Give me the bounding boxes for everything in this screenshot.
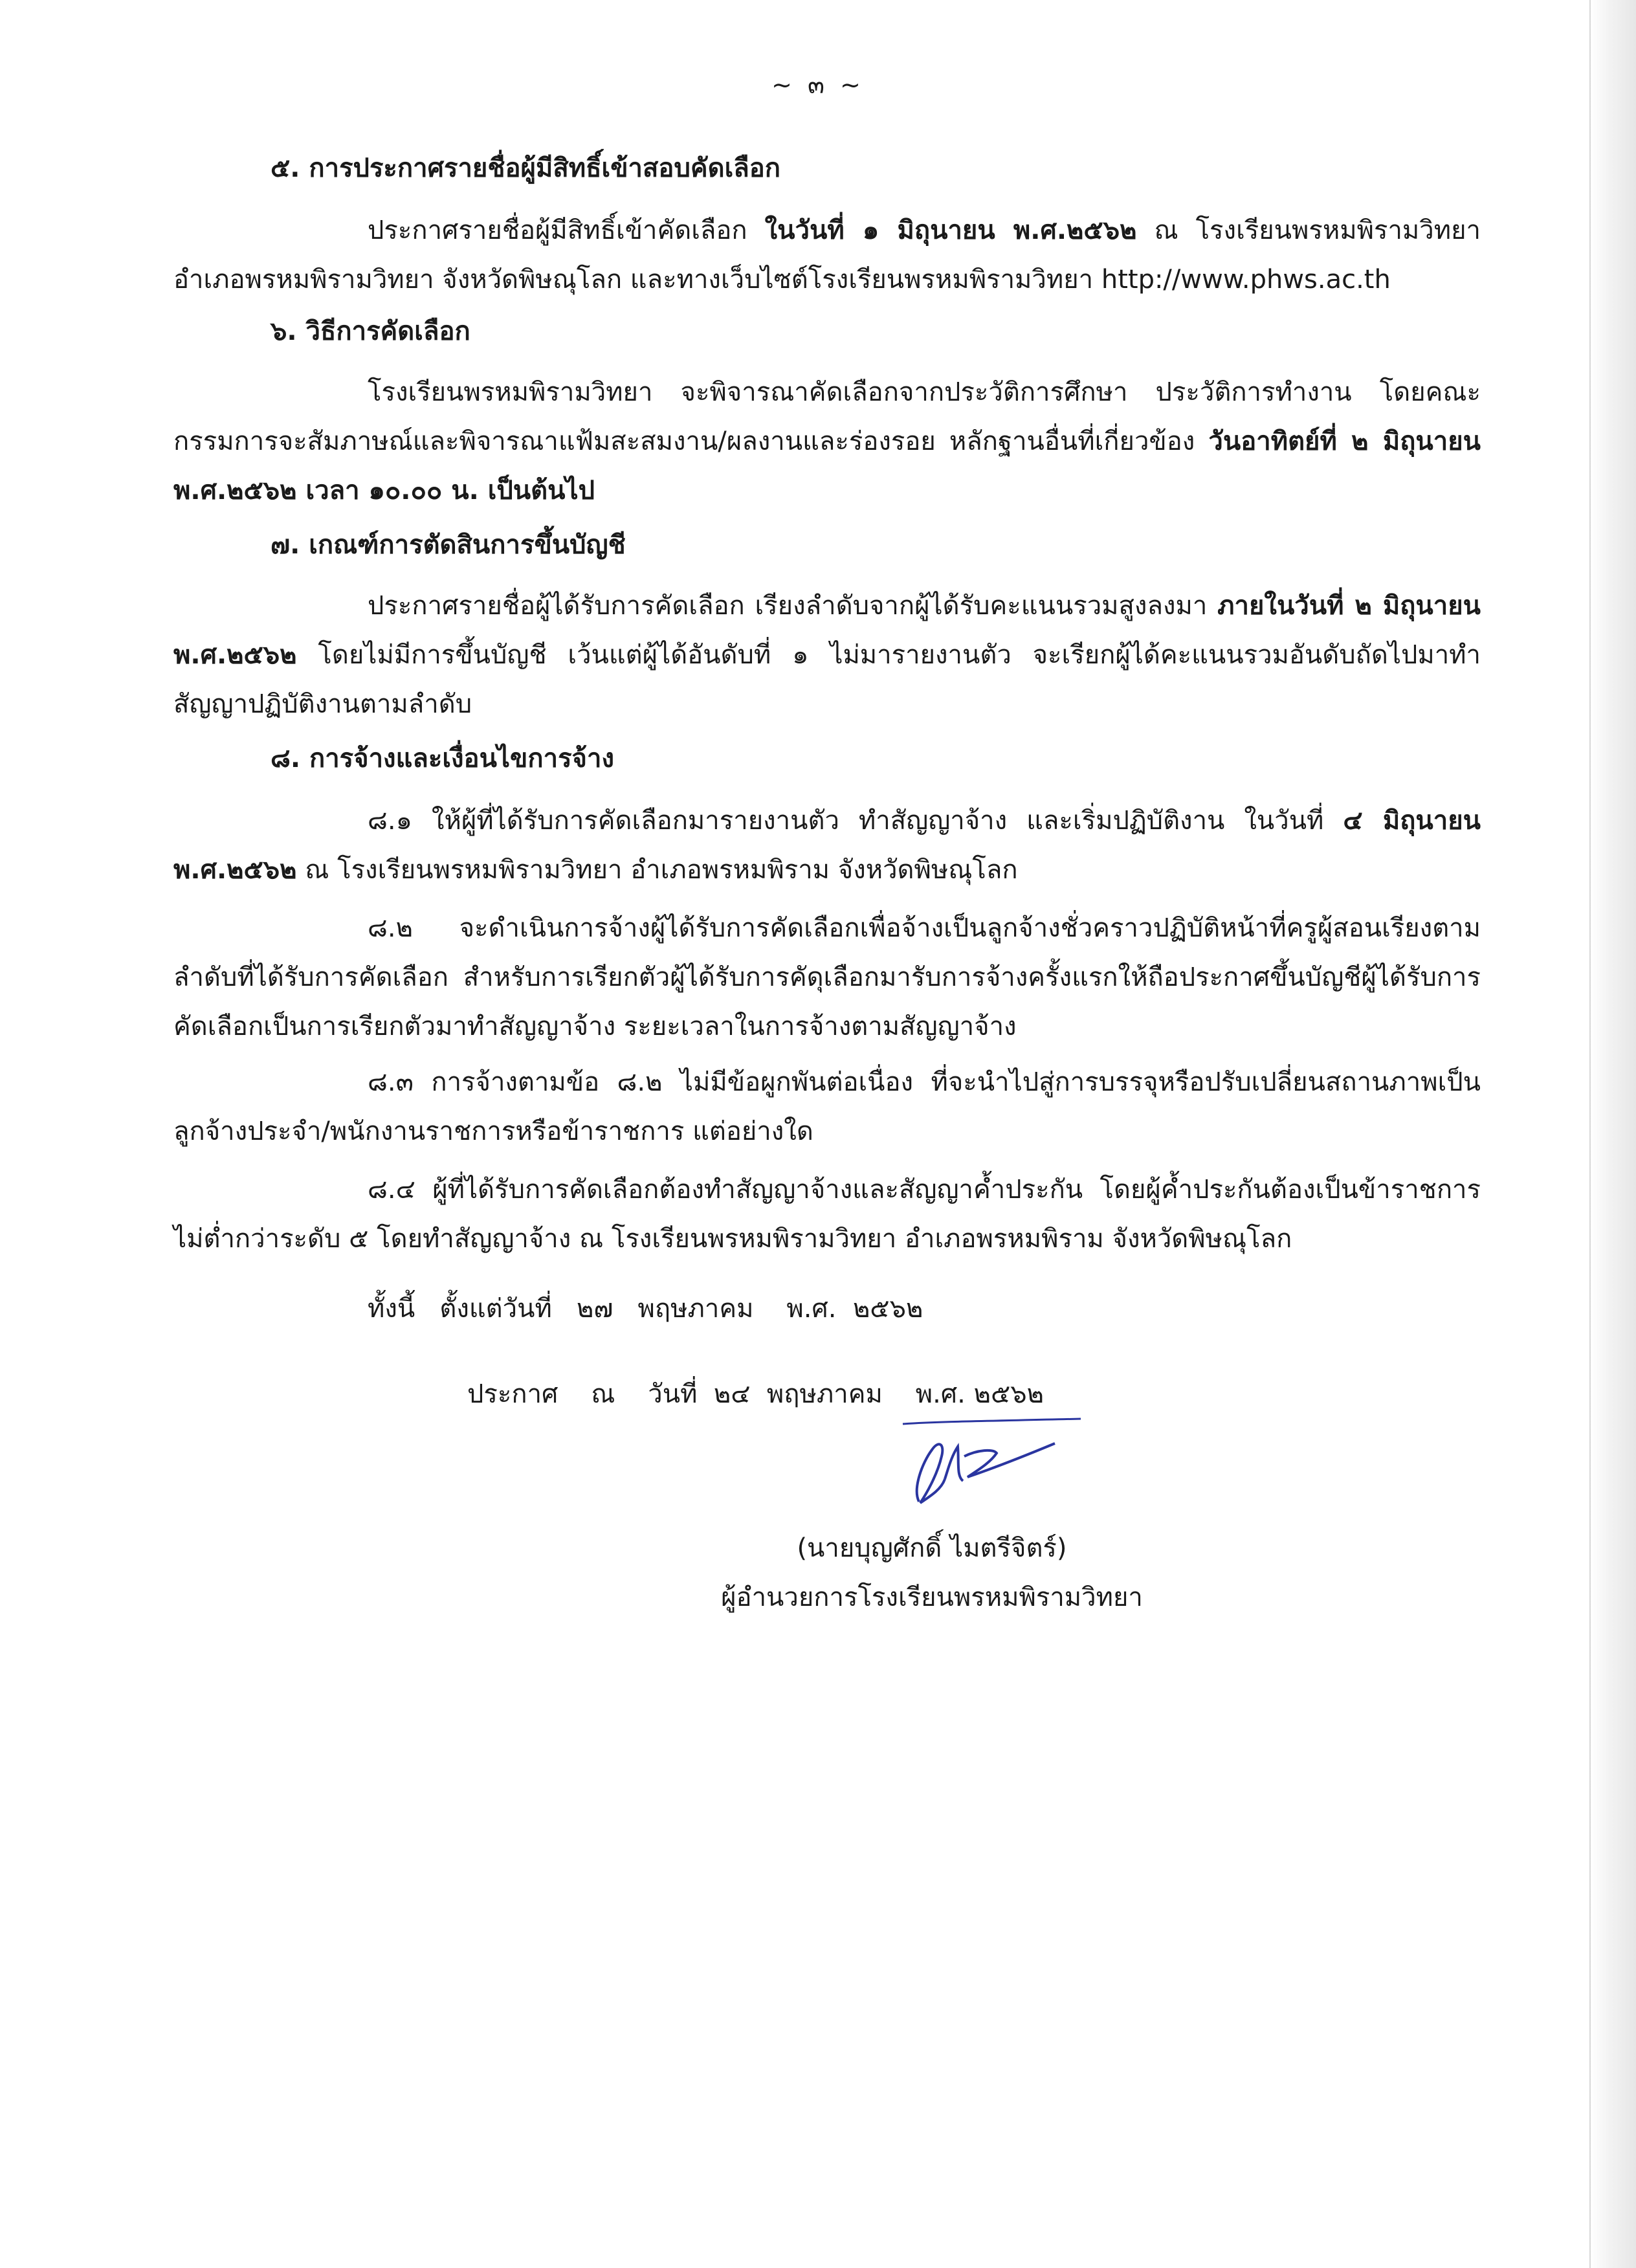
- signatory-name: (นายบุญศักดิ์ ไมตรีจิตร์): [797, 1533, 1067, 1563]
- handwritten-signature: [887, 1418, 1100, 1515]
- section-8-2-text: ๘.๒ จะดำเนินการจ้างผู้ได้รับการคัดเลือกเพื่อจ้างเป็นลูกจ้างชั่วคราวปฏิบัติหน้าที่ครูผู้สอนเรียงตามลำดับที่ได้รับการคัดเลือก สำหรับการเรียกตัวผู้ได้รับการคัดุเลือกมารับการจ้างครั้งแรกให้ถือประกาศขึ้นบัญชีผู้ได้รับการคัดเลือกเป็นการเรียกตัวมาทำสัญญาจ้าง ระยะเวลาในการจ้างตามสัญญาจ้าง: [173, 913, 1481, 1041]
- section-8-3-paragraph: [173, 1058, 1481, 1156]
- section-6-text-a: โรงเรียนพรหมพิรามวิทยา จะพิจารณาคัดเลือกจากประวัติการศึกษา ประวัติการทำงาน โดยคณะกรรมการจะสัมภาษณ์และพิจารณาแฟ้มสะสมงาน/ผลงานและร่องรอย หลักฐานอื่นที่เกี่ยวข้อง: [173, 377, 1481, 456]
- section-7-date: ภายในวันที่ ๒ มิถุนายน พ.ศ.๒๕๖๒: [173, 591, 1481, 670]
- section-6-date: วันอาทิตย์ที่ ๒ มิถุนายน พ.ศ.๒๕๖๒ เวลา ๑๐.๐๐ น. เป็นต้นไป: [173, 427, 1481, 506]
- section-8-1-text-c: ณ โรงเรียนพรหมพิรามวิทยา อำเภอพรหมพิราม จังหวัดพิษณุโลก: [296, 855, 1018, 885]
- section-8-4-paragraph: [173, 1165, 1481, 1263]
- section-8-heading: ๘. การจ้างและเงื่อนไขการจ้าง: [271, 744, 614, 773]
- section-6-heading: ๖. วิธีการคัดเลือก: [271, 317, 470, 346]
- section-8-2-paragraph: [173, 904, 1481, 1051]
- section-8-1-date: ๔ มิถุนายน พ.ศ.๒๕๖๒: [173, 806, 1481, 885]
- section-8-1-paragraph: [173, 796, 1481, 895]
- section-7-text-c: โดยไม่มีการขึ้นบัญชี เว้นแต่ผู้ได้อันดับที่ ๑ ไม่มารายงานตัว จะเรียกผู้ได้คะแนนรวมอันดับถัดไปมาทำสัญญาปฏิบัติงานตามลำดับ: [173, 640, 1481, 719]
- section-8-1-text-a: ๘.๑ ให้ผู้ที่ได้รับการคัดเลือกมารายงานตัว ทำสัญญาจ้าง และเริ่มปฏิบัติงาน ในวันที่: [368, 806, 1343, 836]
- scan-page-edge: [1589, 0, 1636, 2268]
- section-7-heading: ๗. เกณฑ์การตัดสินการขึ้นบัญชี: [271, 530, 626, 560]
- signatory-title: ผู้อำนวยการโรงเรียนพรหมพิรามวิทยา: [721, 1583, 1143, 1612]
- section-8-4-text: ๘.๔ ผู้ที่ได้รับการคัดเลือกต้องทำสัญญาจ้างและสัญญาค้ำประกัน โดยผู้ค้ำประกันต้องเป็นข้าราชการไม่ต่ำกว่าระดับ ๕ โดยทำสัญญาจ้าง ณ โรงเรียนพรหมพิรามวิทยา อำเภอพรหมพิราม จังหวัดพิษณุโลก: [173, 1175, 1481, 1254]
- page-number: ~ ๓ ~: [771, 71, 865, 99]
- section-8-3-text: ๘.๓ การจ้างตามข้อ ๘.๒ ไม่มีข้อผูกพันต่อเนื่อง ที่จะนำไปสู่การบรรจุหรือปรับเปลี่ยนสถานภาพเป็นลูกจ้างประจำ/พนักงานราชการหรือข้าราชการ แต่อย่างใด: [173, 1067, 1481, 1146]
- section-7-text-a: ประกาศรายชื่อผู้ได้รับการคัดเลือก เรียงลำดับจากผู้ได้รับคะแนนรวมสูงลงมา: [368, 591, 1218, 621]
- section-5-heading: ๕. การประกาศรายชื่อผู้มีสิทธิ์เข้าสอบคัดเลือก: [271, 153, 781, 183]
- section-5-text-c: ณ โรงเรียนพรหมพิรามวิทยา อำเภอพรหมพิรามวิทยา จังหวัดพิษณุโลก และทางเว็บไซต์โรงเรียนพรหมพิรามวิทยา http://www.phws.ac.th: [173, 216, 1481, 295]
- section-7-paragraph: [173, 581, 1481, 729]
- section-5-paragraph: [173, 206, 1481, 304]
- section-6-paragraph: [173, 368, 1481, 515]
- section-5-date: ในวันที่ ๑ มิถุนายน พ.ศ.๒๕๖๒: [764, 216, 1137, 245]
- effective-date-line: ทั้งนี้ ตั้งแต่วันที่ ๒๗ พฤษภาคม พ.ศ. ๒๕๖๒: [368, 1294, 923, 1324]
- section-5-text-a: ประกาศรายชื่อผู้มีสิทธิ์เข้าคัดเลือก: [368, 216, 765, 245]
- announce-date-line: ประกาศ ณ วันที่ ๒๔ พฤษภาคม พ.ศ. ๒๕๖๒: [467, 1379, 1044, 1409]
